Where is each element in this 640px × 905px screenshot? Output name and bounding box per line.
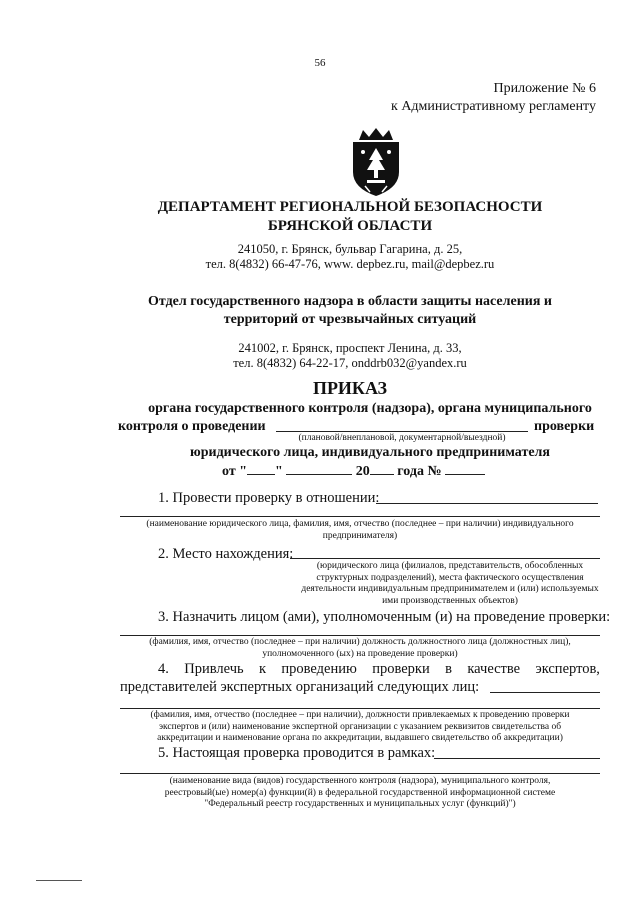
footnote-separator [36,880,82,881]
order-number-field[interactable] [445,460,485,475]
division-address-block [90,341,610,371]
item-4-word-7: экспертов, [535,661,600,677]
item-3-field[interactable] [120,635,600,636]
item-5-field-b[interactable] [120,773,600,774]
item-2-hint-line-4: ими производственных объектов) [382,595,518,606]
date-day-field[interactable] [247,460,275,475]
order-subtitle-2-left: контроля о проведении [118,419,266,434]
department-title-line-2: БРЯНСКОЙ ОБЛАСТИ [267,218,433,234]
item-4-word-5: в [445,661,452,677]
division-contacts: тел. 8(4832) 64-22-17, onddrb032@yandex.ru [233,356,467,370]
item-2-hint [290,561,610,607]
item-5-field-a[interactable] [434,758,600,759]
item-4-hint-line-2: экспертов и (или) наименование экспертной организации с указанием реквизитов свидетельства об [158,721,562,732]
item-3-label: 3. Назначить лицом (ами), уполномоченным (и) на проведение проверки: [158,609,611,625]
item-4-word-3: проведению [281,661,357,677]
item-3-hint [120,637,600,660]
item-3-hint-line-1: (фамилия, имя, отчество (последнее – при наличии) должность должностного лица (должностных лиц), [149,637,571,647]
department-title [90,198,610,236]
department-address-block [90,242,610,272]
item-2-hint-line-1: (юридического лица (филиалов, представительств, обособленных [316,561,584,571]
item-4-line-1 [158,660,600,678]
item-2-label: 2. Место нахождения: [158,546,294,562]
item-4-hint-line-3: аккредитации и наименование органа по аккредитации, выдавшего свидетельство об аккредитации) [157,733,563,743]
appendix-line-2: к Административному регламенту [391,99,596,114]
appendix-line-1: Приложение № 6 [493,81,596,96]
order-subtitle-3: юридического лица, индивидуального предпринимателя [190,445,550,460]
item-2-hint-line-3: деятельности индивидуальным предпринимателем и (или) используемых [301,584,599,594]
inspection-type-field[interactable] [276,431,528,432]
date-quote: " [274,464,283,479]
department-address: 241050, г. Брянск, бульвар Гагарина, д. 25, [237,242,463,256]
date-year-prefix: 20 [355,464,370,479]
item-5-hint-line-3: "Федеральный реестр государственных и муниципальных услуг (функций)") [204,799,516,809]
order-subtitle-2-right: проверки [534,419,595,434]
date-month-field[interactable] [286,460,352,475]
appendix-header [296,80,596,116]
order-title: ПРИКАЗ [312,378,388,398]
item-1-hint: (наименование юридического лица, фамилия, имя, отчество (последнее – при наличии) индивидуального предпринимателя) [146,519,574,541]
item-5-hint [120,776,600,811]
order-subtitle-1: органа государственного контроля (надзора), органа муниципального [148,401,592,416]
item-5-hint-line-1: (наименование вида (видов) государственного контроля (надзора), муниципального контроля, [169,776,551,786]
division-title-line-2: территорий от чрезвычайных ситуаций [223,312,477,327]
item-4-word-1: Привлечь [184,661,244,677]
item-2-field[interactable] [290,558,600,559]
item-4-field-b[interactable] [120,708,600,709]
division-title-line-1: Отдел государственного надзора в области защиты населения и [148,294,552,309]
department-contacts: тел. 8(4832) 66-47-76, www. depbez.ru, mail@depbez.ru [205,257,495,271]
date-suffix: года № [397,464,442,479]
item-4-num: 4. [158,661,169,677]
item-4-word-4: проверки [372,661,430,677]
page-number: 56 [314,57,326,69]
item-1-field-b[interactable] [120,516,600,517]
item-1-field-a[interactable] [376,503,598,504]
item-5-hint-line-2: реестровый(ые) номер(а) функции(й) в федеральной государственной информационной системе [164,787,556,798]
division-address: 241002, г. Брянск, проспект Ленина, д. 33, [238,341,462,355]
bryansk-coat-of-arms-icon [345,128,407,198]
item-4-hint-line-1: (фамилия, имя, отчество (последнее – при наличии), должности привлекаемых к проведению проверки [150,710,570,720]
inspection-type-hint: (плановой/внеплановой, документарной/выездной) [298,433,506,443]
item-5-label: 5. Настоящая проверка проводится в рамках: [158,745,436,761]
item-4-hint [120,710,600,745]
division-title [80,293,620,329]
item-4-line-2: представителей экспертных организаций следующих лиц: [120,679,480,695]
item-4-word-2: к [258,661,267,677]
date-prefix: от " [222,464,247,479]
item-4-field-a[interactable] [490,692,600,693]
department-title-line-1: ДЕПАРТАМЕНТ РЕГИОНАЛЬНОЙ БЕЗОПАСНОСТИ [157,199,543,215]
item-3-hint-line-2: уполномоченного (ых) на проведение проверки) [262,648,458,659]
item-4-word-6: качестве [467,661,521,677]
item-2-hint-line-2: структурных подразделений), места фактического осуществления [316,572,584,583]
item-1-label: 1. Провести проверку в отношении: [158,490,380,506]
date-year-field[interactable] [370,460,394,475]
order-date-line [222,460,485,481]
